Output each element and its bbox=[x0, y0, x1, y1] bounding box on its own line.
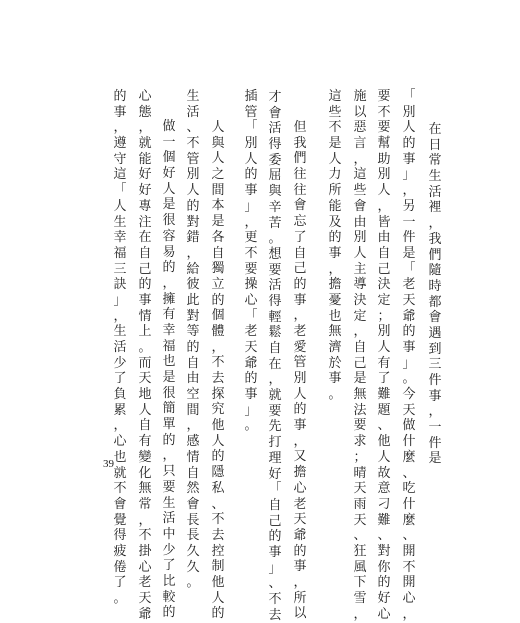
text-column: 插 管 「 別 人 的 事 」 ， 更 不 要 操 心 「 老 天 爺 的 事 」 。 bbox=[244, 89, 258, 434]
text-column: 做 一 個 好 人 是 很 容 易 的 ， 擁 有 幸 福 也 是 很 簡 單 的 ， 只 要 生 活 中 少 了 比 較 的 bbox=[162, 119, 176, 621]
text-column: 心 態 ， 就 能 好 好 專 注 在 自 己 的 事 情 上 。 而 天 地 人 自 有 變 化 無 常 ， 不 掛 心 老 天 爺 bbox=[138, 89, 152, 622]
text-column: 人 與 人 之 間 本 是 各 自 獨 立 的 個 體 ， 不 去 探 究 他 人 的 隱 私 、 不 去 控 制 他 人 的 bbox=[211, 120, 225, 622]
text-column: 生 活 、 不 管 別 人 的 對 錯 ， 給 彼 此 對 等 的 自 由 空 間 ， 感 情 自 然 會 長 長 久 久 。 bbox=[186, 89, 200, 591]
text-column: 才 會 活 得 委 屈 與 辛 苦 。 想 要 活 得 輕 鬆 自 在 ， 就 要 先 打 理 好 「 自 己 的 事 」 、 不 去 bbox=[268, 90, 282, 623]
page-number: 39 bbox=[103, 458, 114, 470]
text-column: 在 日 常 生 活 裡 ， 我 們 隨 時 都 會 遇 到 三 件 事 ， 一 件 是 bbox=[428, 122, 442, 467]
text-column: 施 以 惡 言 ， 這 些 會 由 別 人 主 導 決 定 ， 自 己 是 無 法 要 求 ； 晴 天 雨 天 、 狂 風 下 雪 ， bbox=[353, 89, 367, 622]
text-column: 要 不 要 幫 助 別 人 ， 皆 由 自 己 決 定 ； 別 人 有 了 難 題 、 他 人 故 意 刁 難 、 對 你 的 好 心 bbox=[377, 89, 391, 622]
text-column: 但 我 們 往 往 會 忘 了 自 己 的 事 ， 老 愛 管 別 人 的 事 ， 又 擔 心 老 天 爺 的 事 ， 所 以 bbox=[293, 120, 307, 622]
text-column: 的 事 ， 遵 守 這 「 人 生 幸 福 三 訣 」 ， 生 活 少 了 負 累 ， 心 也 就 不 會 覺 得 疲 倦 了 。 bbox=[113, 89, 127, 606]
text-column: 這 些 不 是 人 力 所 能 及 的 事 ， 擔 憂 也 無 濟 於 事 。 bbox=[328, 89, 342, 403]
text-column: 「 別 人 的 事 」 ， 另 一 件 是 「 老 天 爺 的 事 」 。 今 天 做 什 麼 、 吃 什 麼 、 開 不 開 心 ， bbox=[402, 89, 416, 622]
